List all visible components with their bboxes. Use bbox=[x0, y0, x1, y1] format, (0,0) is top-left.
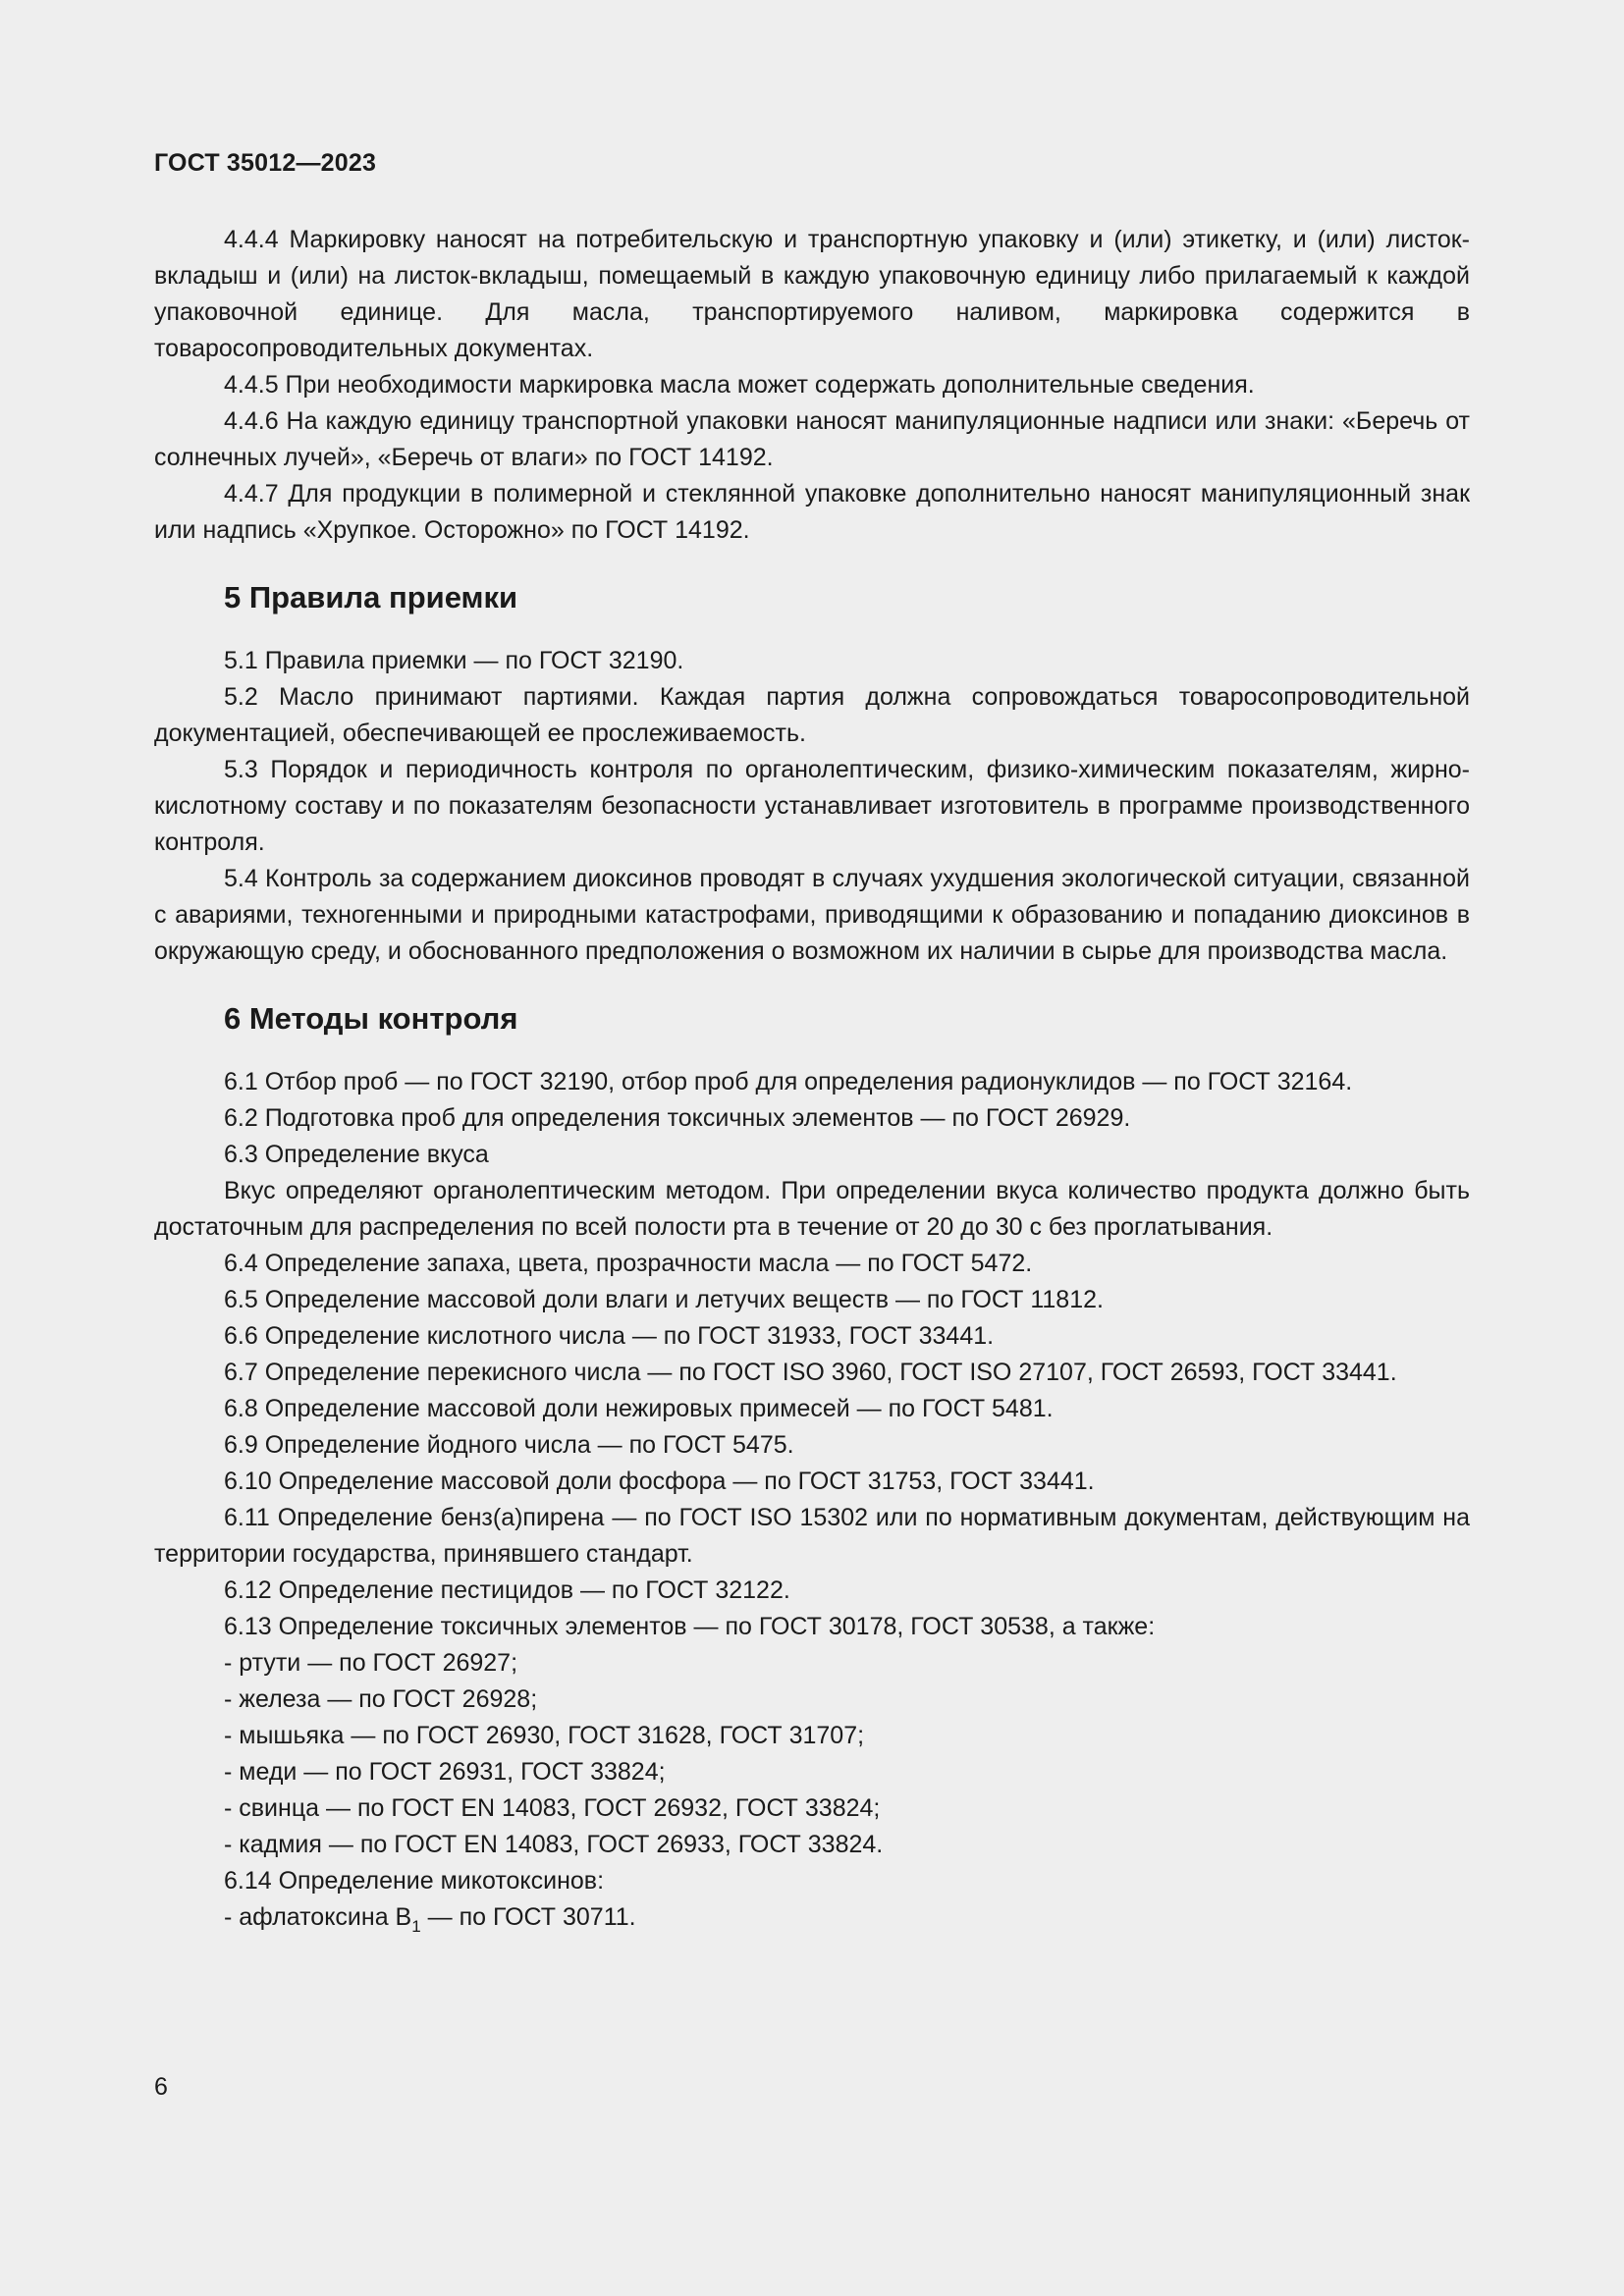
paragraph-6-1: 6.1 Отбор проб — по ГОСТ 32190, отбор проб для определения радионуклидов — по ГОСТ 32164. bbox=[224, 1068, 1353, 1095]
paragraph-6-5: 6.5 Определение массовой доли влаги и летучих веществ — по ГОСТ 11812. bbox=[224, 1286, 1104, 1313]
paragraph-6-14: 6.14 Определение микотоксинов: bbox=[224, 1867, 605, 1895]
list-item: - железа — по ГОСТ 26928; bbox=[224, 1685, 538, 1713]
list-item: - свинца — по ГОСТ EN 14083, ГОСТ 26932, ГОСТ 33824; bbox=[224, 1794, 881, 1822]
list-item: - меди — по ГОСТ 26931, ГОСТ 33824; bbox=[224, 1758, 666, 1786]
list-item: - кадмия — по ГОСТ EN 14083, ГОСТ 26933, ГОСТ 33824. bbox=[224, 1831, 884, 1858]
section-5-heading: 5 Правила приемки bbox=[224, 580, 518, 614]
aflatoxin-prefix: - афлатоксина B bbox=[224, 1903, 412, 1931]
paragraph-6-11: 6.11 Определение бенз(а)пирена — по ГОСТ ISO 15302 или по нормативным документам, действующим на территории государства, принявшего стандарт. bbox=[154, 1504, 1470, 1568]
paragraph-4-4-6: 4.4.6 На каждую единицу транспортной упаковки наносят манипуляционные надписи или знаки: «Беречь от солнечных лучей», «Беречь от влаги» по ГОСТ 14192. bbox=[154, 407, 1470, 471]
paragraph-4-4-7: 4.4.7 Для продукции в полимерной и стеклянной упаковке дополнительно наносят манипуляционный знак или надпись «Хрупкое. Осторожно» по ГОСТ 14192. bbox=[154, 480, 1470, 544]
paragraph-6-12: 6.12 Определение пестицидов — по ГОСТ 32122. bbox=[224, 1576, 790, 1604]
paragraph-6-13: 6.13 Определение токсичных элементов — по ГОСТ 30178, ГОСТ 30538, а также: bbox=[224, 1613, 1156, 1640]
paragraph-6-10: 6.10 Определение массовой доли фосфора — по ГОСТ 31753, ГОСТ 33441. bbox=[224, 1468, 1095, 1495]
aflatoxin-subscript: 1 bbox=[411, 1917, 421, 1936]
paragraph-6-8: 6.8 Определение массовой доли нежировых примесей — по ГОСТ 5481. bbox=[224, 1395, 1054, 1422]
paragraph-6-3-body: Вкус определяют органолептическим методом. При определении вкуса количество продукта должно быть достаточным для распределения по всей полости рта в течение от 20 до 30 с без проглатывания. bbox=[154, 1177, 1470, 1241]
list-item: - мышьяка — по ГОСТ 26930, ГОСТ 31628, ГОСТ 31707; bbox=[224, 1722, 865, 1749]
paragraph-6-4: 6.4 Определение запаха, цвета, прозрачности масла — по ГОСТ 5472. bbox=[224, 1250, 1033, 1277]
list-item: - ртути — по ГОСТ 26927; bbox=[224, 1649, 518, 1677]
paragraph-4-4-4: 4.4.4 Маркировку наносят на потребительскую и транспортную упаковку и (или) этикетку, и (или) листок-вкладыш и (или) на листок-вкладыш, помещаемый в каждую упаковочную единицу либо прилагаемый к каждой упаковочной единице. Для масла, транспортируемого наливом, маркировка содержится в товаросопроводительных документах. bbox=[154, 226, 1470, 362]
paragraph-6-3: 6.3 Определение вкуса bbox=[224, 1141, 489, 1168]
page-number: 6 bbox=[154, 2073, 168, 2101]
paragraph-6-2: 6.2 Подготовка проб для определения токсичных элементов — по ГОСТ 26929. bbox=[224, 1104, 1131, 1132]
paragraph-5-1: 5.1 Правила приемки — по ГОСТ 32190. bbox=[224, 647, 684, 674]
paragraph-6-9: 6.9 Определение йодного числа — по ГОСТ 5475. bbox=[224, 1431, 794, 1459]
paragraph-5-3: 5.3 Порядок и периодичность контроля по органолептическим, физико-химическим показателям, жирно-кислотному составу и по показателям безопасности устанавливает изготовитель в программе производственного контроля. bbox=[154, 756, 1470, 856]
section-6-heading: 6 Методы контроля bbox=[224, 1001, 518, 1036]
paragraph-4-4-5: 4.4.5 При необходимости маркировка масла может содержать дополнительные сведения. bbox=[224, 371, 1255, 399]
paragraph-5-2: 5.2 Масло принимают партиями. Каждая партия должна сопровождаться товаросопроводительной документацией, обеспечивающей ее прослеживаемость. bbox=[154, 683, 1470, 747]
list-item-aflatoxin bbox=[154, 1899, 1470, 1936]
aflatoxin-suffix: — по ГОСТ 30711. bbox=[420, 1903, 636, 1931]
page-content bbox=[154, 222, 1470, 1936]
document-code-header: ГОСТ 35012—2023 bbox=[154, 149, 377, 177]
paragraph-6-6: 6.6 Определение кислотного числа — по ГОСТ 31933, ГОСТ 33441. bbox=[224, 1322, 995, 1350]
paragraph-5-4: 5.4 Контроль за содержанием диоксинов проводят в случаях ухудшения экологической ситуации, связанной с авариями, техногенными и природными катастрофами, приводящими к образованию и попаданию диоксинов в окружающую среду, и обоснованного предположения о возможном их наличии в сырье для производства масла. bbox=[154, 865, 1470, 965]
paragraph-6-7: 6.7 Определение перекисного числа — по ГОСТ ISO 3960, ГОСТ ISO 27107, ГОСТ 26593, ГОСТ 33441. bbox=[224, 1359, 1397, 1386]
